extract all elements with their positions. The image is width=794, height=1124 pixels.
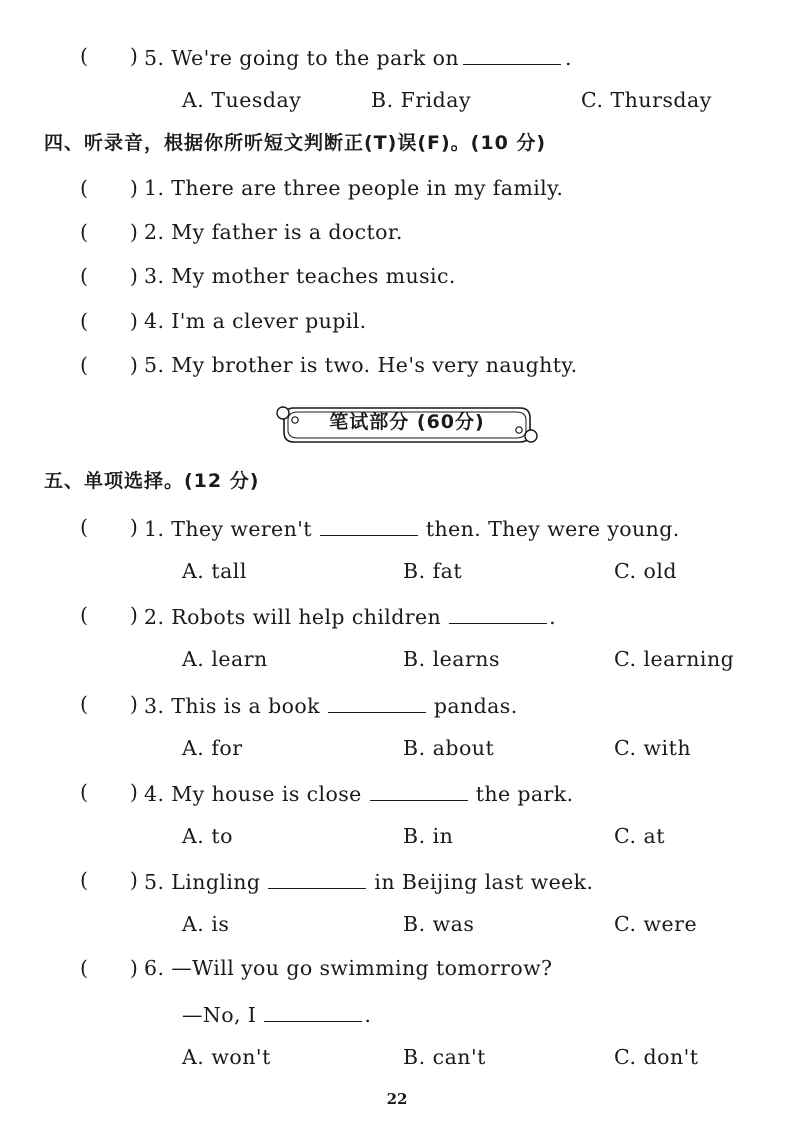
statement-text: 1. There are three people in my family. — [144, 176, 564, 200]
answer-blank[interactable] — [264, 1003, 362, 1022]
option-c[interactable]: C. Thursday — [581, 88, 712, 112]
option-a[interactable]: A. won't — [182, 1045, 271, 1069]
option-b[interactable]: B. learns — [403, 647, 501, 671]
question-end: . — [564, 46, 572, 70]
question-stem: 1. They weren't — [144, 517, 312, 541]
answer-blank[interactable] — [370, 782, 468, 801]
option-c[interactable]: C. don't — [614, 1045, 699, 1069]
option-a[interactable]: A. Tuesday — [182, 88, 302, 112]
question-text — [144, 46, 572, 69]
option-c[interactable]: C. with — [614, 736, 692, 760]
option-b[interactable]: B. fat — [403, 559, 463, 583]
option-b[interactable]: B. in — [403, 824, 454, 848]
answer-paren[interactable]: ( ) — [80, 309, 139, 333]
option-a[interactable]: A. to — [182, 824, 233, 848]
statement-text: 4. I'm a clever pupil. — [144, 309, 367, 333]
answer-paren[interactable]: ( ) — [80, 603, 139, 627]
statement-text: 2. My father is a doctor. — [144, 220, 403, 244]
section-5-heading: 五、单项选择。(12 分) — [44, 470, 260, 492]
option-b[interactable]: B. Friday — [371, 88, 472, 112]
question-text — [144, 782, 574, 805]
question-end: the park. — [475, 782, 574, 806]
question-end: pandas. — [433, 694, 518, 718]
page-number: 22 — [386, 1090, 408, 1108]
written-part-banner — [272, 403, 542, 447]
option-a[interactable]: A. is — [182, 912, 230, 936]
question-end: then. They were young. — [425, 517, 680, 541]
answer-paren[interactable]: ( ) — [80, 956, 139, 980]
answer-paren[interactable]: ( ) — [80, 868, 139, 892]
question-text: 6. —Will you go swimming tomorrow? — [144, 956, 553, 980]
option-c[interactable]: C. were — [614, 912, 698, 936]
option-a[interactable]: A. tall — [182, 559, 247, 583]
dialogue-reply: —No, I — [182, 1003, 257, 1027]
statement-text: 3. My mother teaches music. — [144, 264, 456, 288]
question-text — [144, 694, 518, 717]
answer-blank[interactable] — [268, 870, 366, 889]
answer-paren[interactable]: ( ) — [80, 353, 139, 377]
question-text — [144, 870, 593, 893]
option-b[interactable]: B. was — [403, 912, 475, 936]
answer-paren[interactable]: ( ) — [80, 780, 139, 804]
option-c[interactable]: C. at — [614, 824, 665, 848]
section-4-heading: 四、听录音，根据你所听短文判断正(T)误(F)。(10 分) — [44, 132, 547, 154]
question-line-2 — [182, 1003, 371, 1026]
option-c[interactable]: C. learning — [614, 647, 735, 671]
question-text — [144, 517, 680, 540]
banner-title: 笔试部分 (60分) — [329, 411, 485, 433]
answer-blank[interactable] — [449, 605, 547, 624]
question-stem: We're going to the park on — [171, 46, 459, 70]
answer-blank[interactable] — [328, 694, 426, 713]
answer-paren[interactable]: ( ) — [80, 264, 139, 288]
answer-blank[interactable] — [320, 517, 418, 536]
option-a[interactable]: A. learn — [182, 647, 268, 671]
question-stem: 5. Lingling — [144, 870, 261, 894]
question-number: 5. — [144, 46, 165, 70]
answer-paren[interactable]: ( ) — [80, 515, 139, 539]
option-a[interactable]: A. for — [182, 736, 243, 760]
option-b[interactable]: B. about — [403, 736, 495, 760]
option-c[interactable]: C. old — [614, 559, 678, 583]
answer-blank[interactable] — [463, 46, 561, 65]
answer-paren[interactable]: ( ) — [80, 692, 139, 716]
answer-paren[interactable]: ( ) — [80, 176, 139, 200]
question-end: . — [549, 605, 557, 629]
question-end: . — [364, 1003, 372, 1027]
option-b[interactable]: B. can't — [403, 1045, 486, 1069]
question-stem: 2. Robots will help children — [144, 605, 442, 629]
answer-paren[interactable]: ( ) — [80, 44, 139, 68]
statement-text: 5. My brother is two. He's very naughty. — [144, 353, 578, 377]
question-stem: 4. My house is close — [144, 782, 362, 806]
question-stem: 3. This is a book — [144, 694, 320, 718]
question-text — [144, 605, 556, 628]
answer-paren[interactable]: ( ) — [80, 220, 139, 244]
question-end: in Beijing last week. — [374, 870, 594, 894]
